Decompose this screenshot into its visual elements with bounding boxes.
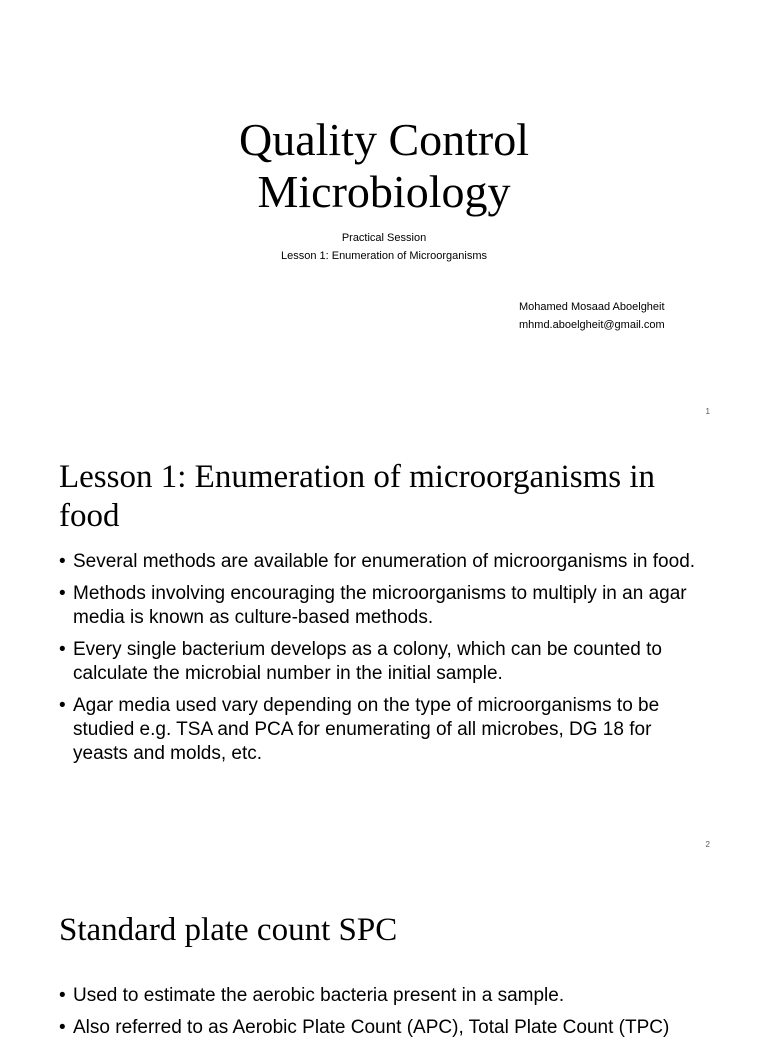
subtitle-line-2: Lesson 1: Enumeration of Microorganisms (280, 250, 488, 262)
bullet-list (59, 550, 709, 774)
list-item (59, 638, 709, 686)
title-line-1: Quality Control (238, 114, 530, 165)
slide-heading: Lesson 1: Enumeration of microorganisms in food (59, 459, 656, 534)
list-item (59, 694, 709, 766)
bullet-text: Every single bacterium develops as a colony, which can be counted to calculate the microbial number in the initial sample. (73, 639, 662, 684)
content-slide-enumeration (0, 432, 768, 864)
bullet-text: Several methods are available for enumeration of microorganisms in food. (73, 551, 696, 572)
bullet-list (59, 984, 709, 1048)
bullet-text: Agar media used vary depending on the type of microorganisms to be studied e.g. TSA and PCA for enumerating of all microbes, DG 18 for yeasts and molds, etc. (73, 695, 660, 764)
bullet-text: Methods involving encouraging the microorganisms to multiply in an agar media is known as culture-based methods. (73, 583, 687, 628)
bullet-icon: • (59, 985, 66, 1006)
list-item (59, 550, 709, 574)
page-number: 2 (705, 840, 710, 849)
subtitle-line-1: Practical Session (341, 232, 427, 244)
author-email: mhmd.aboelgheit@gmail.com (519, 319, 665, 331)
page-number: 1 (705, 407, 710, 416)
bullet-text: Used to estimate the aerobic bacteria present in a sample. (73, 985, 565, 1006)
presentation-title (0, 114, 768, 218)
bullet-icon: • (59, 551, 66, 572)
bullet-icon: • (59, 695, 66, 716)
list-item (59, 582, 709, 630)
title-slide (0, 0, 768, 432)
list-item (59, 984, 709, 1008)
bullet-icon: • (59, 1017, 66, 1038)
slide-heading: Standard plate count SPC (59, 912, 398, 948)
list-item (59, 1016, 709, 1040)
author-block (519, 298, 665, 334)
content-slide-spc (0, 864, 768, 1038)
bullet-text: Also referred to as Aerobic Plate Count (APC), Total Plate Count (TPC) (73, 1017, 670, 1038)
title-line-2: Microbiology (257, 166, 511, 217)
subtitle (0, 229, 768, 265)
bullet-icon: • (59, 639, 66, 660)
bullet-icon: • (59, 583, 66, 604)
author-name: Mohamed Mosaad Aboelgheit (519, 301, 665, 313)
